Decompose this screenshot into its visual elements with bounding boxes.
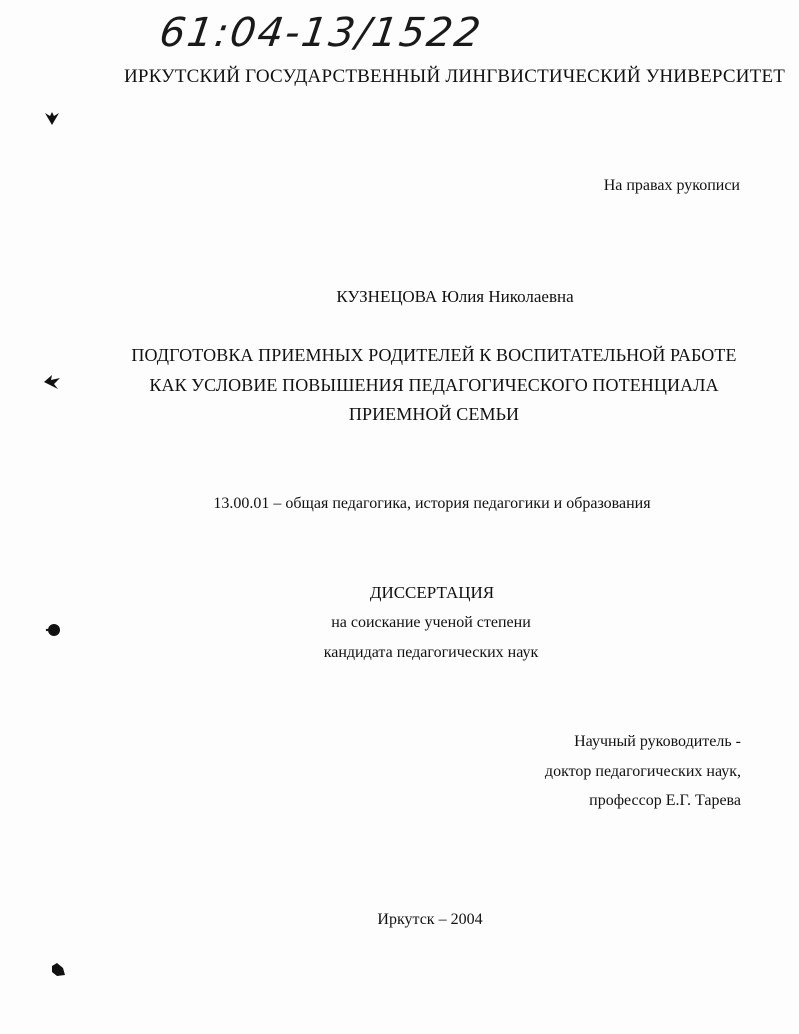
scan-mark-4 [48, 960, 68, 980]
degree-line-2: кандидата педагогических наук [323, 644, 539, 661]
dissertation-type: ДИССЕРТАЦИЯ [369, 583, 495, 602]
rights-note: На правах рукописи [603, 177, 740, 194]
supervisor-line-2: доктор педагогических наук, [544, 763, 741, 780]
dissertation-title-line-1: ПОДГОТОВКА ПРИЕМНЫХ РОДИТЕЛЕЙ К ВОСПИТАТЕЛЬНОЙ РАБОТЕ [131, 345, 737, 365]
supervisor-line-1: Научный руководитель - [574, 733, 741, 750]
scan-mark-1 [42, 108, 62, 128]
city-year: Иркутск – 2004 [377, 911, 483, 928]
university-name: ИРКУТСКИЙ ГОСУДАРСТВЕННЫЙ ЛИНГВИСТИЧЕСКИЙ УНИВЕРСИТЕТ [124, 66, 786, 87]
scan-mark-2 [42, 372, 62, 392]
handwritten-catalog-code: 61:04-13/1522 [156, 10, 486, 56]
author-name: КУЗНЕЦОВА Юлия Николаевна [336, 287, 574, 306]
dissertation-title-line-3: ПРИЕМНОЙ СЕМЬИ [348, 404, 520, 424]
scan-mark-3 [44, 620, 64, 640]
degree-line-1: на соискание ученой степени [331, 614, 531, 631]
specialty-code: 13.00.01 – общая педагогика, история педагогики и образования [213, 495, 651, 512]
dissertation-title-line-2: КАК УСЛОВИЕ ПОВЫШЕНИЯ ПЕДАГОГИЧЕСКОГО ПОТЕНЦИАЛА [149, 375, 719, 395]
supervisor-line-3: профессор Е.Г. Тарева [589, 792, 741, 809]
